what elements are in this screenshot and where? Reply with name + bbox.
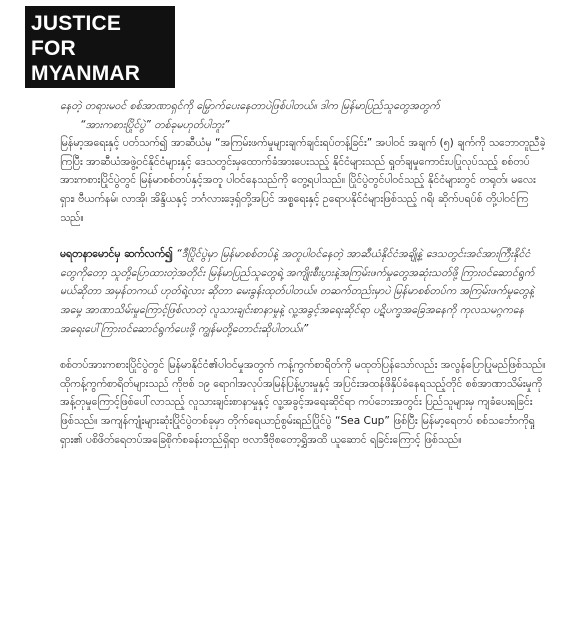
logo-line-justice: JUSTICE <box>31 12 122 35</box>
paragraph-spacer <box>60 227 546 245</box>
justice-for-myanmar-logo <box>25 6 175 88</box>
speaker-quote-text: “ဒီပြိုင်ပွဲမှာ မြန်မာစစ်တပ်နဲ့ အတူပါဝင်နေတဲ့ အာဆီယံနိုင်ငံအချို့နဲ့ ဒေသတွင်းအင်အားကြီးနိုင်ငံတွေကိုတော့ သူတို့ပြောထားတဲ့အတိုင်း မြန်မာပြည်သူတွေရဲ့ အကျိုးစီးပွားနဲ့အကြမ်းဖက်မှုတွေအဆုံးသတ်ဖို့ ကြားဝင်ဆောင်ရွက်မယ်ဆိုတာ အမှန်တကယ် ဟုတ်ရဲ့လား ဆိုတာ မေးခွန်းထုတ်ပါတယ်။ တဆက်တည်းမှာပဲ မြန်မာစစ်တပ်က အကြမ်းဖက်မှုတွေနဲ့ အမှေ့ အာဏာသိမ်းမှုကြောင့်ဖြစ်လာတဲ့ လူသားချင်းစာနာမှုနဲ့ လူ့အခွင့်အရေးဆိုင်ရာ ပဋိပက္ခအခြေအနေကို ကုလသမဂ္ဂကနေ အရေးပေါ်ကြားဝင်ဆောင်ရွက်ပေးဖို့ ကျွန်မတို့တောင်းဆိုပါတယ်။” <box>60 248 535 335</box>
paragraph-spacer <box>60 338 546 356</box>
intro-quote-line-1: နေတဲ့ တရားမဝင် စစ်အာဏာရှင်ကို မြှောက်ပေးနေတာပဲဖြစ်ပါတယ်။ ဒါက မြန်မာပြည်သူတွေအတွက် <box>60 100 440 112</box>
paragraph-speaker-quote <box>60 245 546 338</box>
paragraph-asean-consensus: မြန်မာ့အရေးနှင့် ပတ်သက်၍ အာဆီယံမှ “အကြမ်းဖက်မှုများချက်ချင်းရပ်တန့်ခြင်း” အပါဝင် အချက် (၅) ချက်ကို သဘောတူညီခဲ့ကြပြီး အာဆီယံအဖွဲ့ဝင်နိုင်ငံများနှင့် ဒေသတွင်းမှထောက်ခံအားပေးသည့် နိုင်ငံများသည် ရှုတ်ချမှုကောင်းပပြုလုပ်သည့် စစ်တပ်အားကစားပြိုင်ပွဲတွင် မြန်မာစစ်တပ်နှင့်အတူ ပါဝင်နေသည်ကို တွေ့ရပါသည်။ ပြိုင်ပွဲတွင်ပါဝင်သည့် နိုင်ငံများတွင် တရုတ်၊ မလေးရှား၊ ဗီယက်နမ်၊ လာအို၊ အိန္ဒိယနှင့် ဘင်္ဂလားဒေ့ရှ်တို့အပြင် အစ္စရေးနှင့် ဥရောပနိုင်ငံများဖြစ်သည့် ဂရိ၊ ဆိုက်ပရပ်စ် တို့ပါဝင်ကြသည်။ <box>60 137 546 224</box>
logo-line-for: FOR <box>31 37 76 60</box>
paragraph-sea-cup: စစ်တပ်အားကစားပြိုင်ပွဲတွင် မြန်မာနိုင်ငံ၏ပါဝင်မှုအတွက် ကန့်ကွက်စာရိတ်ကို မထုတ်ပြန်သော်လည်း အလွန်ပြောပြုမည်ဖြစ်သည်။ ထိုကန့်ကွက်စာရိတ်များသည် ကိုဗစ် ၁၉ ရောဂါအလုပ်အမြန်ပြန့်ပွားမှုနှင့် အပြင်းအထန်ဖိနှိပ်ခံနေရသည့်တိုင် စစ်အာဏာသိမ်းမှုကို အန့်တုမှုကြောင့်ဖြစ်ပေါ်လာသည့် လူသားချင်းစာနာမှုနှင့် လူ့အခွင့်အရေးဆိုင်ရာ ကပ်ဘေးအတွင်း ပြည်သူများမှ ကျခံပေးရခြင်းဖြစ်သည်။ အကျန်ကျုံးများဆုံးပြိုင်ပွဲတစ်ခုမှာ တိုက်ရေယာဉ်စွမ်းရည်ပြိုင်ပွဲ “Sea Cup” ဖြစ်ပြီး မြန်မာ့ရေတပ် စစ်သင်္ဘောကိုရှုရှား၏ ပစိဖိတ်ရေတပ်အခြေစိုက်စခန်းတည်ရှိရာ ဗလာဒီဗိုစတော့ရွှိအထိ ယူဆောင် ရခြင်းကြောင့် ဖြစ်သည်။ <box>60 359 546 446</box>
logo-line-myanmar: MYANMAR <box>31 62 141 85</box>
speaker-name: မရတနာမောင်မှ ဆက်လက်၍ <box>60 248 173 261</box>
article-body <box>60 97 546 449</box>
intro-quote-line-2: “အားကစားပြိုင်ပွဲ” တစ်ခုမဟုတ်ပါဘူး” <box>80 118 230 131</box>
